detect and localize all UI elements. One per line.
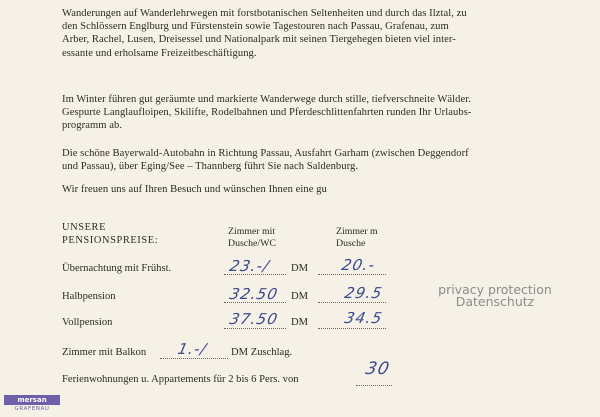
- publisher-logo: [4, 395, 60, 415]
- surcharge-suffix: DM Zuschlag.: [231, 347, 293, 358]
- paragraph-winter: [62, 93, 584, 133]
- text-line: Arber, Rachel, Lusen, Dreisessel und Nationalpark mit seinen Tiergehegen bieten viel inter-: [62, 34, 456, 46]
- fill-line: [224, 328, 286, 329]
- apartments-label: Ferienwohnungen u. Appartements für 2 bis 6 Pers. von: [62, 374, 299, 385]
- column-header-dusche-wc: [228, 226, 276, 249]
- handwritten-price: 37.50: [228, 310, 280, 328]
- fill-line: [318, 274, 386, 275]
- privacy-watermark: [430, 284, 560, 308]
- currency-label: DM: [291, 263, 309, 274]
- text-line: essante und erholsame Freizeitbeschäftigung.: [62, 47, 257, 59]
- currency-label: DM: [291, 291, 309, 302]
- balcony-label: Zimmer mit Balkon: [62, 347, 147, 358]
- handwritten-price: 34.5: [343, 309, 385, 327]
- prices-heading: [62, 222, 158, 247]
- paragraph-hiking: [62, 7, 584, 60]
- currency-label: DM: [291, 317, 309, 328]
- paragraph-directions: [62, 147, 584, 173]
- handwritten-apartment-price: 30: [363, 359, 392, 379]
- watermark-line: Datenschutz: [455, 294, 535, 309]
- column-header-line: Dusche: [336, 237, 366, 249]
- text-line: und Passau), über Eging/See – Thannberg führt Sie nach Saldenburg.: [62, 161, 359, 173]
- text-line: programm ab.: [62, 120, 123, 132]
- text-line: Wir freuen uns auf Ihren Besuch und wünschen Ihnen eine gu: [62, 184, 327, 195]
- handwritten-surcharge: 1.-/: [176, 340, 209, 358]
- row-label-half-board: Halbpension: [62, 291, 116, 302]
- watermark-line: privacy protection: [438, 282, 552, 297]
- handwritten-price: 29.5: [343, 284, 385, 302]
- fill-line: [318, 328, 386, 329]
- handwritten-price: 32.50: [228, 285, 280, 303]
- column-header-line: Zimmer m: [336, 226, 378, 237]
- column-header-line: Zimmer mit: [228, 226, 276, 237]
- row-label-overnight: Übernachtung mit Frühst.: [62, 263, 172, 274]
- heading-line: PENSIONSPREISE:: [62, 234, 159, 246]
- fill-line: [160, 358, 228, 359]
- logo-subtext: GRAFENAU: [14, 406, 50, 412]
- handwritten-price: 23.-/: [228, 257, 272, 275]
- handwritten-price: 20.-: [340, 256, 378, 274]
- text-line: Die schöne Bayerwald-Autobahn in Richtung Passau, Ausfahrt Garham (zwischen Deggendorf: [62, 148, 469, 159]
- text-line: Wanderungen auf Wanderlehrwegen mit forstbotanischen Seltenheiten und durch das Ilztal, zu: [62, 8, 467, 19]
- fill-line: [318, 302, 386, 303]
- text-line: den Schlössern Englburg und Fürstenstein sowie Tagestouren nach Passau, Grafenau, zum: [62, 21, 449, 33]
- logo-wordmark: mersan: [4, 395, 60, 405]
- column-header-line: Dusche/WC: [228, 237, 276, 249]
- text-line: Im Winter führen gut geräumte und markierte Wanderwege durch stille, tiefverschneite Wälder.: [62, 94, 471, 105]
- row-label-full-board: Vollpension: [62, 317, 113, 328]
- fill-line: [356, 385, 392, 386]
- paragraph-greeting: [62, 183, 584, 196]
- text-line: Gespurte Langlaufloipen, Skilifte, Rodelbahnen und Pferdeschlittenfahrten runden Ihr Urlaubs-: [62, 107, 472, 119]
- heading-line: UNSERE: [62, 222, 107, 233]
- column-header-dusche: [336, 226, 378, 249]
